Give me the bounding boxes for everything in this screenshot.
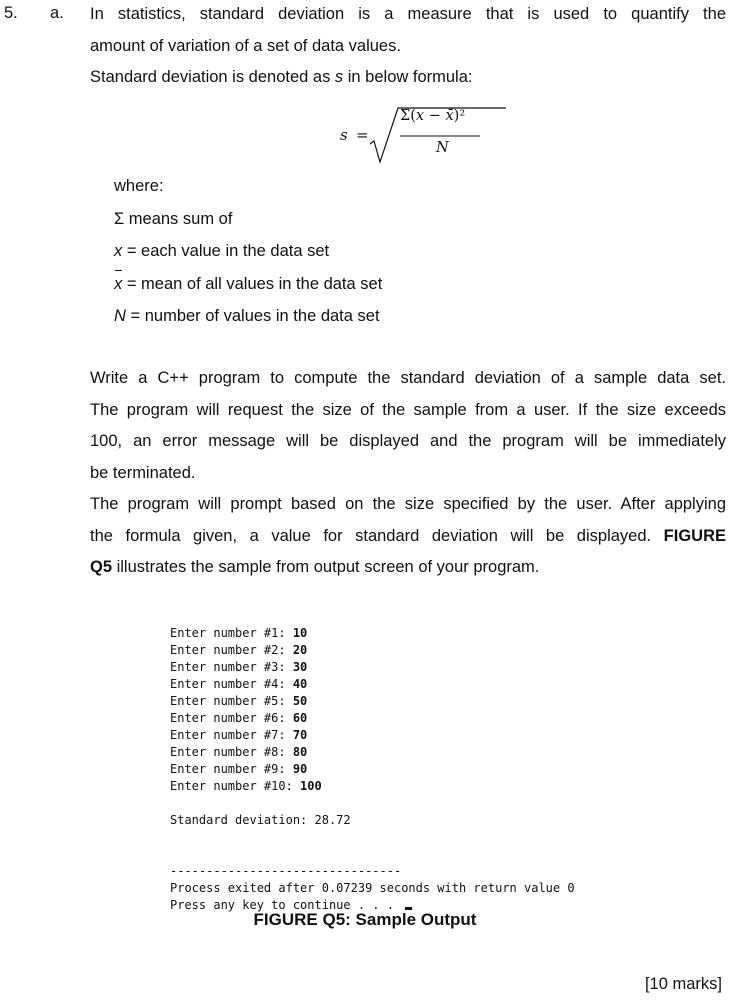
input-label: Enter number #9: xyxy=(170,762,293,776)
input-value: 50 xyxy=(292,694,308,708)
where-block xyxy=(114,170,382,333)
console-blank xyxy=(170,829,575,846)
input-value: 100 xyxy=(300,779,322,793)
console-line xyxy=(170,710,575,727)
prompt-line-2-text: the formula given, a value for standard deviation will be displayed. xyxy=(90,526,664,545)
n-symbol: N xyxy=(114,307,126,325)
input-value: 90 xyxy=(292,762,308,776)
input-label: Enter number #5: xyxy=(170,694,293,708)
prompt-tail: illustrates the sample from output screen of your program. xyxy=(112,558,540,576)
numerator-sigma: Σ( xyxy=(400,108,416,124)
console-blank xyxy=(170,795,575,812)
x-text: = each value in the data set xyxy=(122,242,330,260)
task-line-1: Write a C++ program to compute the standard deviation of a sample data set. xyxy=(90,369,726,387)
notation-before: Standard deviation is denoted as xyxy=(90,68,335,86)
intro-paragraph xyxy=(90,0,726,94)
intro-line-1: In statistics, standard deviation is a measure that is used to quantify the xyxy=(90,5,726,23)
numerator-xbar: x̄ xyxy=(445,108,454,124)
marks-label: [10 marks] xyxy=(644,975,722,993)
xbar-symbol: x xyxy=(114,268,122,301)
console-result xyxy=(170,812,575,829)
task-line-3: 100, an error message will be displayed and the program will be immediately xyxy=(90,432,726,450)
console-output xyxy=(170,625,575,914)
console-separator: -------------------------------- xyxy=(170,864,402,878)
formula-denominator: N xyxy=(436,140,449,156)
task-paragraph xyxy=(90,363,726,584)
x-symbol: x xyxy=(114,242,123,260)
console-line xyxy=(170,642,575,659)
figure-caption xyxy=(0,910,730,930)
result-label: Standard deviation: xyxy=(170,813,315,827)
input-value: 80 xyxy=(292,745,308,759)
console-line xyxy=(170,693,575,710)
console-blank xyxy=(170,846,575,863)
task-line-4: be terminated. xyxy=(90,463,196,482)
input-label: Enter number #4: xyxy=(170,677,293,691)
input-label: Enter number #8: xyxy=(170,745,293,759)
sum-text: means sum of xyxy=(124,209,233,228)
console-line xyxy=(170,744,575,761)
xbar-text: = mean of all values in the data set xyxy=(122,274,383,293)
notation-symbol: s xyxy=(334,68,344,86)
numerator-x: x xyxy=(415,108,425,124)
input-label: Enter number #1: xyxy=(170,626,293,640)
task-line-2: The program will request the size of the sample from a user. If the size exceeds xyxy=(90,400,726,419)
input-value: 20 xyxy=(292,643,308,657)
sum-symbol: Σ xyxy=(114,209,125,228)
numerator-close: )² xyxy=(453,108,466,124)
input-label: Enter number #2: xyxy=(170,643,293,657)
prompt-line-3 xyxy=(90,552,726,584)
result-value: 28.72 xyxy=(314,813,351,827)
where-item-x xyxy=(114,235,382,268)
figure-ref-a: FIGURE xyxy=(663,526,726,545)
input-value: 70 xyxy=(292,728,308,742)
input-value: 60 xyxy=(292,711,308,725)
console-line xyxy=(170,659,575,676)
figure-ref-b: Q5 xyxy=(90,558,113,576)
console-line xyxy=(170,676,575,693)
formula-equals: = xyxy=(356,126,369,144)
n-text: = number of values in the data set xyxy=(125,307,380,325)
input-value: 40 xyxy=(292,677,308,691)
console-line xyxy=(170,778,575,795)
prompt-line-1: The program will prompt based on the size specified by the user. After applying xyxy=(90,495,726,513)
input-value: 10 xyxy=(292,626,308,640)
where-heading: where: xyxy=(114,177,164,195)
formula-lhs: s xyxy=(340,126,348,144)
question-number: 5. xyxy=(4,4,18,22)
console-line xyxy=(170,727,575,744)
console-exit-line: Process exited after 0.07239 seconds with return value 0 xyxy=(170,881,575,895)
input-label: Enter number #7: xyxy=(170,728,293,742)
numerator-minus: − xyxy=(424,108,446,124)
console-line xyxy=(170,761,575,778)
console-line xyxy=(170,625,575,642)
where-item-xbar xyxy=(114,268,382,301)
input-label: Enter number #3: xyxy=(170,660,293,674)
intro-line-2: amount of variation of a set of data values. xyxy=(90,36,401,55)
caption-text: FIGURE Q5: Sample Output xyxy=(253,910,477,929)
formula-numerator xyxy=(400,108,465,124)
input-label: Enter number #10: xyxy=(170,779,301,793)
input-value: 30 xyxy=(292,660,308,674)
notation-line xyxy=(90,62,726,94)
where-item-n xyxy=(114,300,382,333)
question-part: a. xyxy=(50,4,64,22)
std-dev-formula xyxy=(340,104,500,168)
continue-text: Press any key to continue . . . xyxy=(170,898,402,912)
notation-after: in below formula: xyxy=(343,68,473,86)
input-label: Enter number #6: xyxy=(170,711,293,725)
prompt-line-2 xyxy=(90,521,726,553)
where-item-sum xyxy=(114,203,382,236)
